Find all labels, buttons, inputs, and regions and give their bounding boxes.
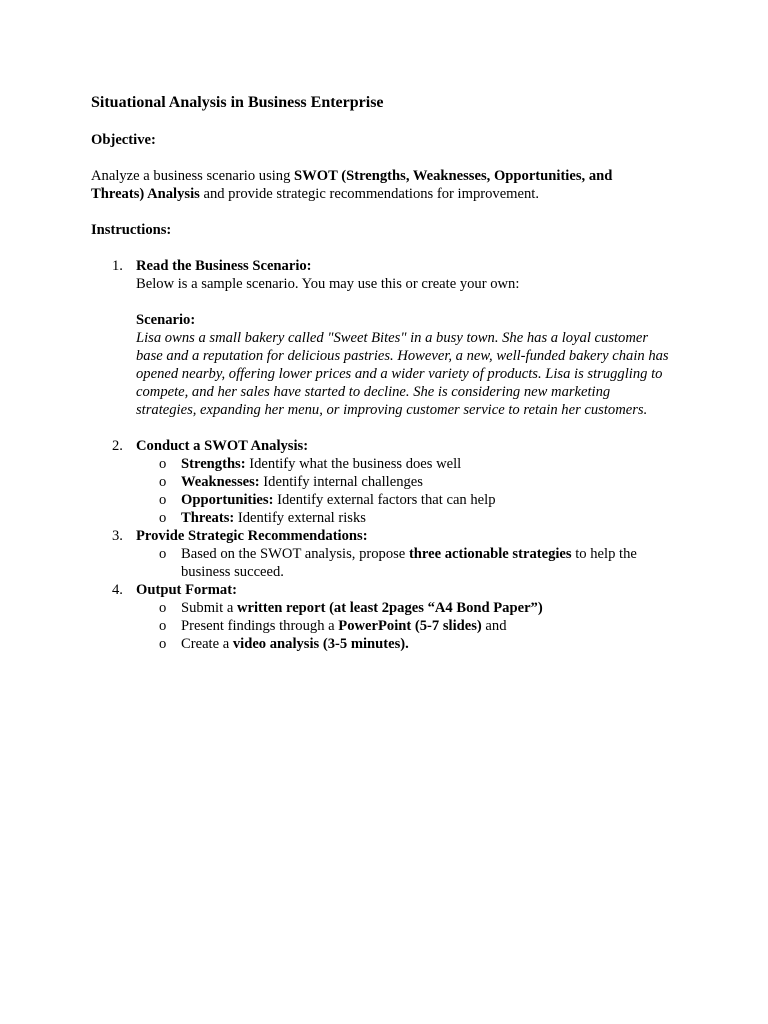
scenario-text: Lisa owns a small bakery called "Sweet Bites" in a busy town. She has a loyal customer base and a reputation for delicious pastries. However, a new, well-funded bakery chain has opened nearby, offering lower prices and a wider variety of products. Lisa is struggling to compete, and her sales have started to decline. She is considering new marketing strategies, expanding her menu, or improving customer service to retain her customers. xyxy=(136,330,669,418)
step-title: Conduct a SWOT Analysis: xyxy=(136,438,309,454)
bullet-marker: o xyxy=(159,600,167,616)
bullet-marker: o xyxy=(159,546,167,562)
bullet-text: Identify what the business does well xyxy=(245,456,462,472)
bullet-text-pre: Create a xyxy=(181,636,233,652)
objective-paragraph xyxy=(91,167,651,203)
output-bullet-report xyxy=(136,599,681,617)
output-bullet-video xyxy=(136,635,681,653)
swot-bullet-strengths xyxy=(136,455,681,473)
step-title: Provide Strategic Recommendations: xyxy=(136,528,368,544)
document-title: Situational Analysis in Business Enterprise xyxy=(91,94,384,111)
bullet-label: Weaknesses: xyxy=(181,474,260,490)
instructions-list xyxy=(91,257,681,653)
swot-bullet-opportunities xyxy=(136,491,681,509)
bullet-marker: o xyxy=(159,474,167,490)
step-title: Output Format: xyxy=(136,582,237,598)
swot-bullet-threats xyxy=(136,509,681,527)
bullet-label: Strengths: xyxy=(181,456,246,472)
step-1 xyxy=(91,257,681,419)
recommendation-bullet xyxy=(136,545,681,581)
step-title: Read the Business Scenario: xyxy=(136,258,312,274)
step-4 xyxy=(91,581,681,653)
objective-heading: Objective: xyxy=(91,132,156,148)
bullet-marker: o xyxy=(159,492,167,508)
bullet-text-pre: Based on the SWOT analysis, propose xyxy=(181,546,409,562)
objective-text-post: and provide strategic recommendations for improvement. xyxy=(199,186,540,202)
bullet-text-pre: Present findings through a xyxy=(181,618,339,634)
bullet-text-bold: three actionable strategies xyxy=(408,546,572,562)
bullet-text: Identify internal challenges xyxy=(259,474,423,490)
scenario-block xyxy=(136,311,681,419)
bullet-label: Threats: xyxy=(181,510,235,526)
bullet-text: Identify external risks xyxy=(234,510,366,526)
step-number: 2. xyxy=(112,438,123,454)
bullet-text-bold: written report (at least 2pages “A4 Bond Paper”) xyxy=(236,600,543,616)
output-bullet-powerpoint xyxy=(136,617,681,635)
bullet-text-bold: PowerPoint (5-7 slides) xyxy=(338,618,482,634)
bullet-text: Identify external factors that can help xyxy=(273,492,496,508)
step-3 xyxy=(91,527,681,581)
step-number: 1. xyxy=(112,258,123,274)
bullet-text-post: and xyxy=(481,618,507,634)
bullet-marker: o xyxy=(159,618,167,634)
step-number: 3. xyxy=(112,528,123,544)
swot-bullet-weaknesses xyxy=(136,473,681,491)
bullet-marker: o xyxy=(159,636,167,652)
bullet-text-bold: video analysis (3-5 minutes). xyxy=(232,636,409,652)
step-2 xyxy=(91,437,681,527)
objective-text-bold: SWOT (Strengths, Weaknesses, Opportunities, and Threats) Analysis xyxy=(91,168,613,202)
step-1-text: Below is a sample scenario. You may use this or create your own: xyxy=(136,276,520,292)
bullet-marker: o xyxy=(159,456,167,472)
bullet-text-post: to help the business succeed. xyxy=(181,546,637,580)
instructions-heading: Instructions: xyxy=(91,222,172,238)
step-number: 4. xyxy=(112,582,123,598)
scenario-label: Scenario: xyxy=(136,312,196,328)
bullet-text-pre: Submit a xyxy=(181,600,237,616)
objective-text-pre: Analyze a business scenario using xyxy=(91,168,295,184)
bullet-label: Opportunities: xyxy=(181,492,274,508)
bullet-marker: o xyxy=(159,510,167,526)
